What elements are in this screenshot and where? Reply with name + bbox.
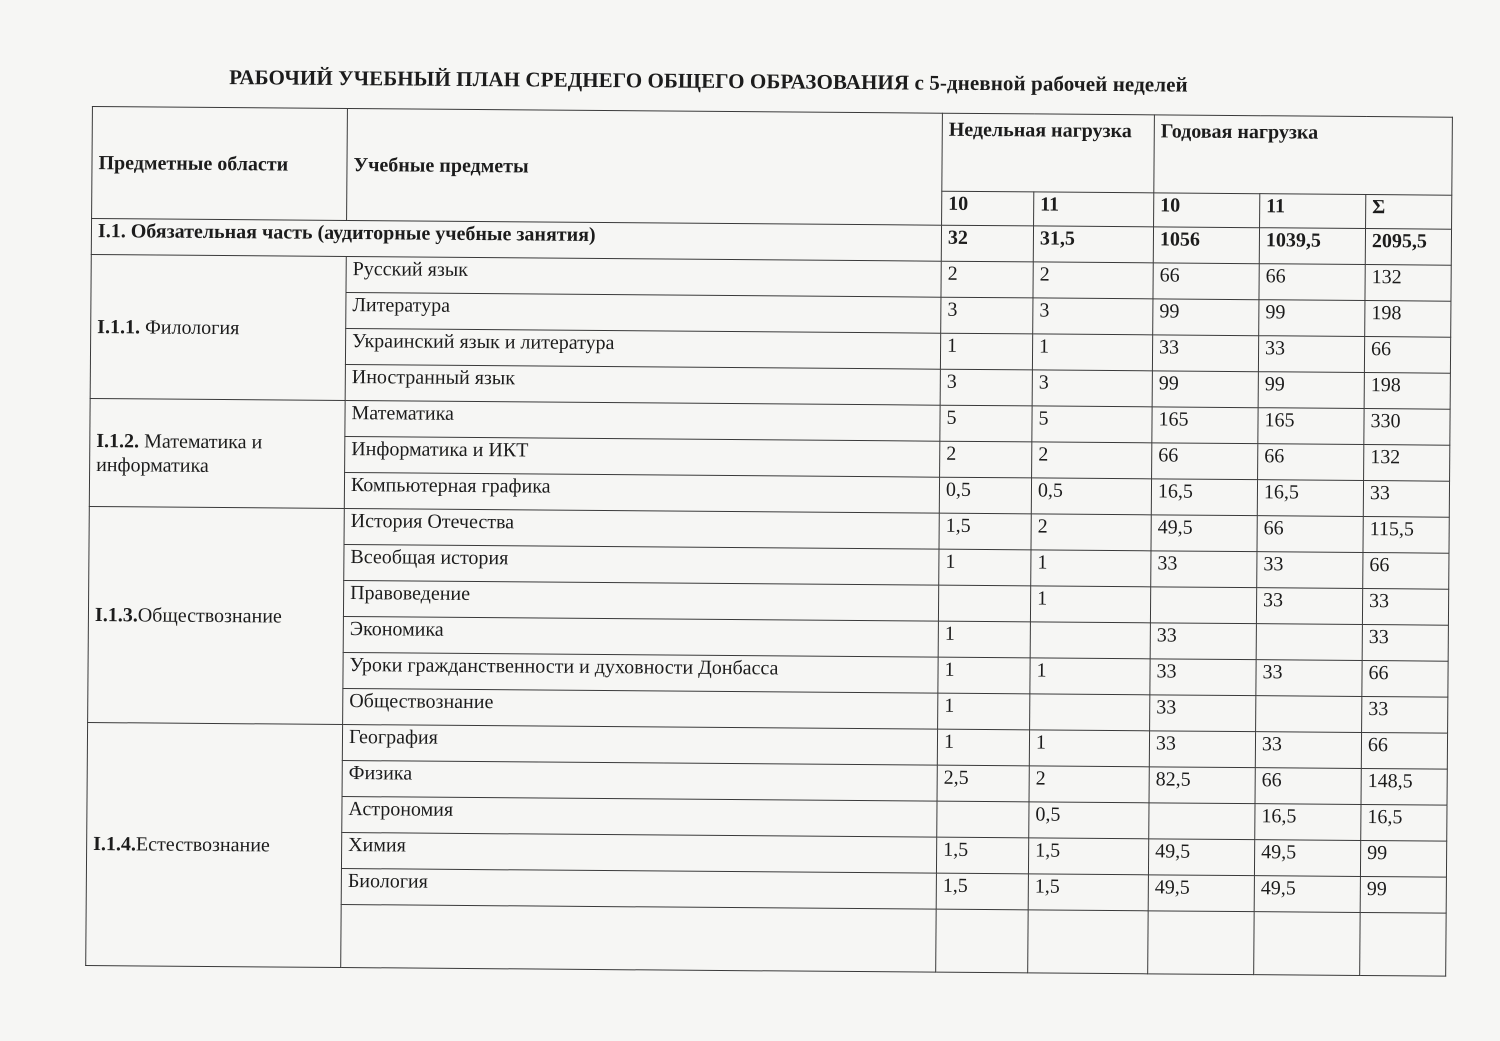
subject-name: Правоведение	[343, 581, 938, 622]
blank-cell	[936, 909, 1028, 973]
hours-weekly-10	[938, 585, 1030, 622]
header-subjects: Учебные предметы	[347, 109, 943, 226]
subheader-annual-10: 10	[1154, 193, 1260, 228]
hours-annual-sum: 330	[1364, 409, 1450, 446]
hours-annual-sum: 66	[1363, 553, 1449, 590]
hours-weekly-10: 1	[937, 729, 1029, 766]
hours-annual-10: 99	[1152, 371, 1258, 408]
hours-annual-10: 33	[1152, 335, 1258, 372]
hours-weekly-11: 3	[1033, 298, 1153, 335]
hours-weekly-11: 2	[1031, 514, 1151, 551]
hours-weekly-10: 1	[938, 693, 1030, 730]
subject-name: История Отечества	[344, 509, 939, 550]
hours-weekly-10: 3	[941, 297, 1033, 334]
hours-weekly-10: 0,5	[939, 477, 1031, 514]
hours-weekly-11: 0,5	[1031, 478, 1151, 515]
subject-area-cell	[88, 507, 345, 725]
hours-annual-10: 49,5	[1148, 875, 1254, 912]
hours-annual-sum: 66	[1364, 337, 1450, 374]
subject-name: Украинский язык и литература	[345, 329, 940, 370]
subject-name: Информатика и ИКТ	[345, 437, 940, 478]
subject-name: Экономика	[343, 617, 938, 658]
hours-annual-11: 49,5	[1254, 876, 1360, 913]
subject-area-name: Филология	[139, 315, 240, 339]
hours-weekly-10: 1	[940, 333, 1032, 370]
hours-weekly-11: 5	[1032, 406, 1152, 443]
hours-annual-10	[1149, 803, 1255, 840]
subject-area-cell	[89, 399, 345, 509]
subject-area-name: Обществознание	[137, 603, 282, 628]
subject-name: Астрономия	[342, 797, 937, 838]
hours-annual-11: 16,5	[1257, 480, 1363, 517]
hours-annual-11: 165	[1258, 408, 1364, 445]
mandatory-weekly-11: 31,5	[1033, 226, 1153, 263]
hours-annual-11: 66	[1257, 516, 1363, 553]
header-row	[92, 107, 1453, 196]
header-annual-load: Годовая нагрузка	[1154, 115, 1453, 195]
hours-annual-10: 99	[1153, 299, 1259, 336]
hours-weekly-10: 1	[938, 657, 1030, 694]
mandatory-annual-11: 1039,5	[1259, 228, 1365, 265]
hours-annual-11: 66	[1258, 444, 1364, 481]
hours-annual-sum: 33	[1362, 697, 1448, 734]
subheader-annual-sum: Σ	[1366, 195, 1452, 230]
subject-area-code: I.1.1.	[97, 315, 141, 338]
hours-annual-sum: 115,5	[1363, 517, 1449, 554]
subheader-weekly-11: 11	[1034, 192, 1154, 227]
hours-annual-sum: 132	[1364, 445, 1450, 482]
hours-annual-11: 99	[1259, 300, 1365, 337]
subject-name: Химия	[341, 832, 936, 873]
subject-area-code: I.1.3.	[94, 603, 138, 626]
blank-cell	[1360, 913, 1447, 977]
hours-annual-11: 66	[1255, 768, 1361, 805]
hours-annual-11: 33	[1258, 336, 1364, 373]
subject-area-cell	[90, 255, 346, 401]
hours-annual-sum: 99	[1360, 877, 1446, 914]
subject-area-code: I.1.4.	[93, 833, 137, 856]
hours-annual-10: 82,5	[1149, 767, 1255, 804]
subject-name: Иностранный язык	[345, 365, 940, 406]
hours-weekly-11: 2	[1029, 766, 1149, 803]
curriculum-table	[85, 106, 1453, 977]
subject-name: Компьютерная графика	[344, 473, 939, 514]
hours-annual-10: 33	[1151, 551, 1257, 588]
hours-annual-10: 49,5	[1148, 839, 1254, 876]
hours-weekly-10	[937, 801, 1029, 838]
hours-weekly-11: 2	[1032, 442, 1152, 479]
hours-weekly-10: 5	[940, 405, 1032, 442]
hours-weekly-10: 2	[941, 261, 1033, 298]
hours-annual-10: 16,5	[1151, 479, 1257, 516]
mandatory-part-label: I.1. Обязательная часть (аудиторные учебные занятия)	[91, 219, 941, 262]
subject-name: Литература	[346, 293, 941, 334]
hours-weekly-11: 3	[1032, 370, 1152, 407]
hours-weekly-11: 2	[1033, 262, 1153, 299]
hours-annual-10: 49,5	[1151, 515, 1257, 552]
subject-name: Уроки гражданственности и духовности Донбасса	[343, 653, 938, 694]
hours-annual-10: 33	[1149, 731, 1255, 768]
hours-annual-sum: 99	[1360, 841, 1446, 878]
subject-name: География	[342, 725, 937, 766]
header-subject-area: Предметные области	[92, 107, 348, 221]
hours-annual-10: 165	[1152, 407, 1258, 444]
hours-weekly-11: 1	[1030, 658, 1150, 695]
hours-annual-10: 33	[1150, 659, 1256, 696]
hours-weekly-11	[1030, 622, 1150, 659]
hours-weekly-10: 3	[940, 369, 1032, 406]
subject-name: Биология	[341, 868, 936, 909]
hours-annual-11: 16,5	[1255, 804, 1361, 841]
blank-cell	[1148, 911, 1254, 975]
blank-cell	[1028, 910, 1148, 974]
subheader-weekly-10: 10	[942, 191, 1034, 226]
hours-annual-11: 49,5	[1254, 840, 1360, 877]
hours-weekly-11: 1,5	[1028, 838, 1148, 875]
hours-weekly-10: 2	[940, 441, 1032, 478]
hours-annual-11: 33	[1256, 660, 1362, 697]
hours-annual-sum: 33	[1363, 481, 1449, 518]
hours-weekly-11	[1030, 694, 1150, 731]
hours-annual-11: 33	[1256, 588, 1362, 625]
subject-name: Всеобщая история	[344, 545, 939, 586]
subject-area-code: I.1.2.	[96, 429, 140, 452]
hours-annual-10	[1150, 587, 1256, 624]
hours-annual-sum: 198	[1365, 301, 1451, 338]
hours-annual-sum: 198	[1364, 373, 1450, 410]
hours-annual-11: 66	[1259, 264, 1365, 301]
hours-annual-11	[1256, 624, 1362, 661]
subheader-annual-11: 11	[1260, 194, 1366, 229]
subject-name: Русский язык	[346, 257, 941, 298]
hours-annual-10: 33	[1150, 695, 1256, 732]
mandatory-annual-sum: 2095,5	[1365, 229, 1451, 266]
hours-weekly-10: 1	[938, 621, 1030, 658]
subject-area-cell	[86, 723, 343, 968]
hours-weekly-10: 1,5	[939, 513, 1031, 550]
blank-cell	[341, 904, 936, 972]
mandatory-annual-10: 1056	[1153, 227, 1259, 264]
hours-weekly-11: 1	[1030, 586, 1150, 623]
hours-annual-sum: 66	[1361, 733, 1447, 770]
hours-annual-10: 66	[1153, 263, 1259, 300]
blank-cell	[1254, 912, 1360, 976]
hours-weekly-11: 1	[1029, 730, 1149, 767]
subject-name: Обществознание	[343, 689, 938, 730]
hours-weekly-11: 1,5	[1028, 874, 1148, 911]
hours-weekly-11: 1	[1031, 550, 1151, 587]
hours-weekly-10: 1,5	[936, 837, 1028, 874]
hours-annual-sum: 66	[1362, 661, 1448, 698]
hours-weekly-11: 0,5	[1029, 802, 1149, 839]
header-weekly-load: Недельная нагрузка	[942, 113, 1155, 193]
hours-annual-10: 66	[1152, 443, 1258, 480]
hours-annual-11: 33	[1257, 552, 1363, 589]
hours-annual-11	[1256, 696, 1362, 733]
document-title: РАБОЧИЙ УЧЕБНЫЙ ПЛАН СРЕДНЕГО ОБЩЕГО ОБРАЗОВАНИЯ с 5-дневной рабочей неделей	[229, 65, 1188, 97]
hours-annual-sum: 16,5	[1361, 805, 1447, 842]
subject-name: Физика	[342, 761, 937, 802]
hours-annual-11: 33	[1255, 732, 1361, 769]
hours-weekly-10: 2,5	[937, 765, 1029, 802]
subject-name: Математика	[345, 401, 940, 442]
hours-weekly-11: 1	[1032, 334, 1152, 371]
subject-area-name: Математика и информатика	[96, 429, 263, 477]
hours-annual-sum: 33	[1362, 625, 1448, 662]
hours-annual-sum: 33	[1362, 589, 1448, 626]
mandatory-weekly-10: 32	[941, 225, 1033, 262]
hours-annual-sum: 132	[1365, 265, 1451, 302]
hours-annual-sum: 148,5	[1361, 769, 1447, 806]
hours-weekly-10: 1,5	[936, 873, 1028, 910]
hours-annual-11: 99	[1258, 372, 1364, 409]
subject-area-name: Естествознание	[135, 833, 270, 857]
hours-annual-10: 33	[1150, 623, 1256, 660]
hours-weekly-10: 1	[939, 549, 1031, 586]
